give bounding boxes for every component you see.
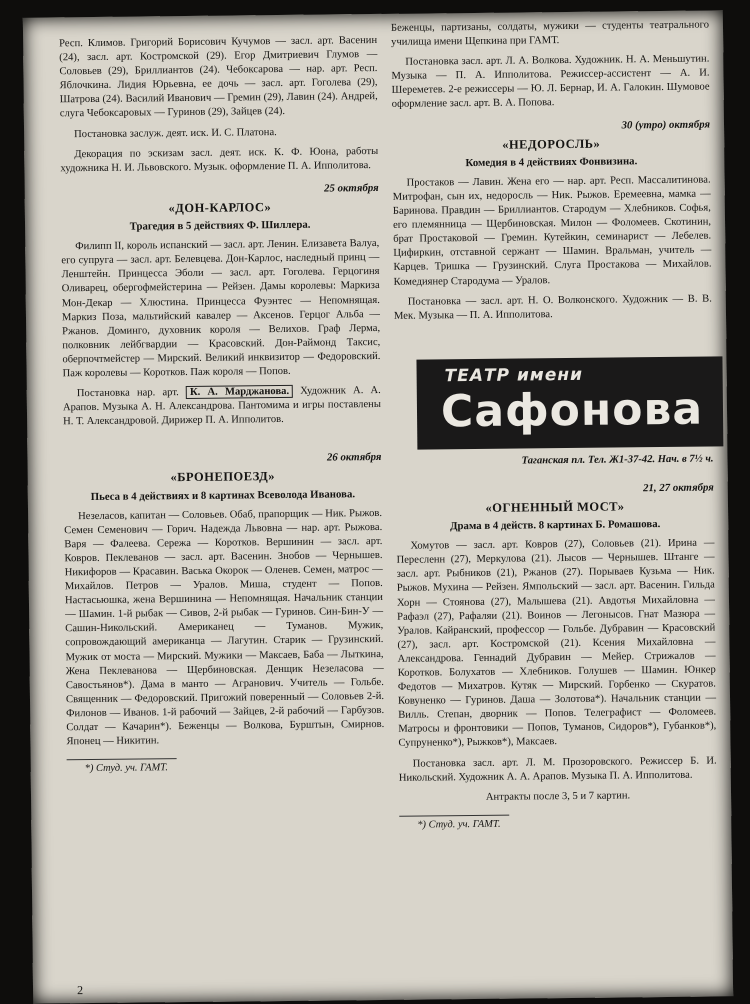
footnote-rule bbox=[67, 758, 177, 760]
program-page bbox=[23, 10, 733, 1003]
play-title: «НЕДОРОСЛЬ» bbox=[502, 136, 601, 152]
performance-date: 21, 27 октября bbox=[643, 481, 714, 495]
footnote: *) Студ. уч. ГАМТ. bbox=[417, 818, 501, 831]
prev-play-cast: Беженцы, партизаны, солдаты, мужики — студенты театрального училища имени Щепкина при ГАМТ. bbox=[390, 19, 710, 48]
prev-play-design: Декорация по эскизам засл. деят. иск. К. Ф. Юона, работы художника Н. И. Львовского. Музык. оформление П. А. Ипполитова. bbox=[60, 145, 379, 175]
cast-list: Простаков — Лавин. Жена его — нар. арт. Респ. Массалитинова. Митрофан, сын их, недоросль — Ник. Рыжов. Еремеевна, мамка — Баринова. Правдин — Бриллиантов. Стародум — Хлебников. Софья, его племянница — Щербиновская. Милон — Фоломеев. Скотинин, брат Простаковой — Гремин. Кутейкин, семинарист — Лебелев. Цифиркин, отставной сержант — Шамин. Вральман, учитель — Карцев. Тришка — Грузинский. Слуга Простакова — Михайлов. Комедиянер Стародума — Уралов. bbox=[392, 174, 712, 288]
play-genre: Комедия в 4 действиях Фонвизина. bbox=[465, 155, 638, 169]
production-credits: Постановка — засл. арт. Н. О. Волконского. Художник — В. В. Мек. Музыка — П. А. Ипполитова. bbox=[393, 293, 712, 322]
theater-address: Таганская пл. Тел. Ж1-37-42. Нач. в 7½ ч. bbox=[521, 453, 714, 467]
intermissions-note: Антракты после 3, 5 и 7 картин. bbox=[485, 790, 631, 803]
right-column bbox=[391, 19, 717, 833]
play-title: «ДОН-КАРЛОС» bbox=[168, 200, 272, 216]
cast-list: Незеласов, капитан — Соловьев. Обаб, прапорщик — Ник. Рыжов. Семен Семенович — Горич. Надежда Львовна — нар. арт. Рыжова. Варя — Фалеева. Сережа — Коротков. Вершинин — засл. арт. Ковров. Пеклеванов — засл. арт. Васенин. Знобов — Чернышев. Никифоров — Красавин. Васька Окорок — Оленев. Семен, матрос — Михайлов. Петров — Уралов. Миша, студент — Попов. Настасьюшка, жена Вершинина — Непомнящая. Начальник станции — Шамин. 1-й рыбак — Сивов, 2-й рыбак — Гуринов. Син-Бин-У — Сашин-Никольский. Американец — Туманов. Мужик, сопровождающий американца — Лагутин. Старик — Грузинский. Мужик от моста — Мирский. Мужики — Максаев, Баба — Лыткина, Жена Пеклеванова — Щербиновская. Денщик Незеласова — Савостьянов*). Дама в манто — Агранович. Учитель — Гольбе. Священник — Федоровский. Пригожий поверенный — Соловьев 2-й. Филонов — Иванов. 1-й рабочий — Зайцев, 2-й рабочий — Гарбузов. Солдат — Качарин*). Беженцы — Волкова, Бурштын, Смирнов. Японец — Никитин. bbox=[64, 507, 385, 748]
prev-play-cast: Респ. Климов. Григорий Борисович Кучумов — засл. арт. Васенин (24), засл. арт. Костромской (29). Егор Дмитриевич Глумов — Соловьев (29), Бриллиантов (24). Чебоксарова — нар. арт. Респ. Яблочкина. Лидия Юрьевна, ее дочь — засл. арт. Гоголева (29), Шатрова (24). Василий Иванович — Гремин (29), Лавин (24). Андрей, слуга Чебоксаровых — Гуринов (29), Зайцев (24). bbox=[59, 34, 378, 120]
production-credits: Постановка засл. арт. Л. М. Прозоровского. Режиссер Б. И. Никольский. Художник А. А. Арапов. Музыка П. А. Ипполитова. bbox=[398, 755, 717, 784]
play-genre: Трагедия в 5 действиях Ф. Шиллера. bbox=[129, 218, 311, 233]
footnote: *) Студ. уч. ГАМТ. bbox=[84, 762, 169, 775]
credits-rest: Художник А. А. Арапов. Музыка А. Н. Александрова. Пантомима и игры поставлены Н. Т. Александровой. Дирижер П. А. Ипполитов. bbox=[62, 385, 381, 428]
credits-prefix: Постановка нар. арт. bbox=[76, 387, 179, 400]
footnote-rule bbox=[399, 814, 509, 816]
left-column bbox=[59, 34, 385, 777]
performance-date: 30 (утро) октября bbox=[621, 118, 711, 131]
boxed-director-name: К. А. Марджанова. bbox=[186, 385, 293, 399]
play-genre: Пьеса в 4 действиях и 8 картинах Всеволода Иванова. bbox=[90, 487, 356, 503]
theater-banner bbox=[416, 356, 723, 449]
cast-list: Филипп II, король испанский — засл. арт. Ленин. Елизавета Валуа, его супруга — засл. арт. Белевцева. Дон-Карлос, наследный принц — Ленштейн. Принцесса Эболи — засл. арт. Гоголева. Герцогиня Оливарец, обергофмейстерина — Рейзен. Дамы королевы: Маркиза Мон-Декар — Хлюстина. Принцесса Фуэнтес — Непомнящая. Маркиз Поза, мальтийский кавалер — Аксенов. Герцог Альба — Ржанов. Доминго, духовник короля — Велихов. Граф Лерма, полковник лейбгвардии — Красовский. Дон-Раймонд Таксис, оберпочтмейстер — Мирский. Великий инквизитор — Федоровский. Паж королевы — Коротков. Паж короля — Попов. bbox=[61, 238, 381, 380]
page-number: 2 bbox=[76, 983, 84, 998]
play-title: «БРОНЕПОЕЗД» bbox=[170, 469, 275, 485]
performance-date: 25 октября bbox=[324, 181, 379, 195]
production-credits bbox=[63, 384, 381, 430]
cast-list: Хомутов — засл. арт. Ковров (27), Соловьев (21). Ирина — Пересленн (27), Меркулова (21). Лысов — Чернышев. Штанге — засл. арт. Рыбников (21), Ржанов (27). Порываев Кузьма — Ник. Рыжов. Мухина — Рейзен. Ямпольский — засл. арт. Васенин. Гильда Хорн — Стоянова (27), Малышева (21). Авдотья Михайловна — Рафаэл (27), Рафаляи (21). Воинов — Легонысов. Гнат Мазюра — Уралов. Кайранский, профессор — Гольбе. Дубравин — Красовский (27), засл. арт. Костромской (21). Ксения Михайловна — Александрова. Геннадий Дубравин — Мейер. Стрижалов — Коротков. Болухатов — Хлебников. Голушев — Шамин. Юнкер Федотов — Михатров. Кутяк — Мирский. Горбенко — Скуратов. Ковуненко — Гуринов. Даша — Золотова*). Начальник станции — Вилль. Степан, дворник — Попов. Телеграфист — Фоломеев. Матросы и фронтовики — Попов, Туманов, Сидоров*), Губанков*), Супруненко*), Рыжков*), Максаев. bbox=[396, 537, 717, 750]
performance-date: 26 октября bbox=[326, 451, 382, 464]
banner-subtitle: ТЕАТР имени bbox=[444, 364, 584, 387]
prev-play-director: Постановка засл. арт. Л. А. Волкова. Художник. Н. А. Меньшутин. Музыка — П. А. Ипполитова. Режиссер-ассистент — А. И. Шереметев. 2-е режиссеры — Ю. Л. Бернар, И. А. Галокин. Шумовое оформление засл. арт. В. А. Попова. bbox=[391, 53, 710, 111]
play-title: «ОГНЕННЫЙ МОСТ» bbox=[485, 499, 625, 515]
play-genre: Драма в 4 действ. 8 картинах Б. Ромашова. bbox=[450, 518, 661, 533]
banner-theater-name: Сафонова bbox=[440, 383, 704, 438]
prev-play-director: Постановка заслуж. деят. иск. И. С. Платона. bbox=[74, 126, 277, 140]
